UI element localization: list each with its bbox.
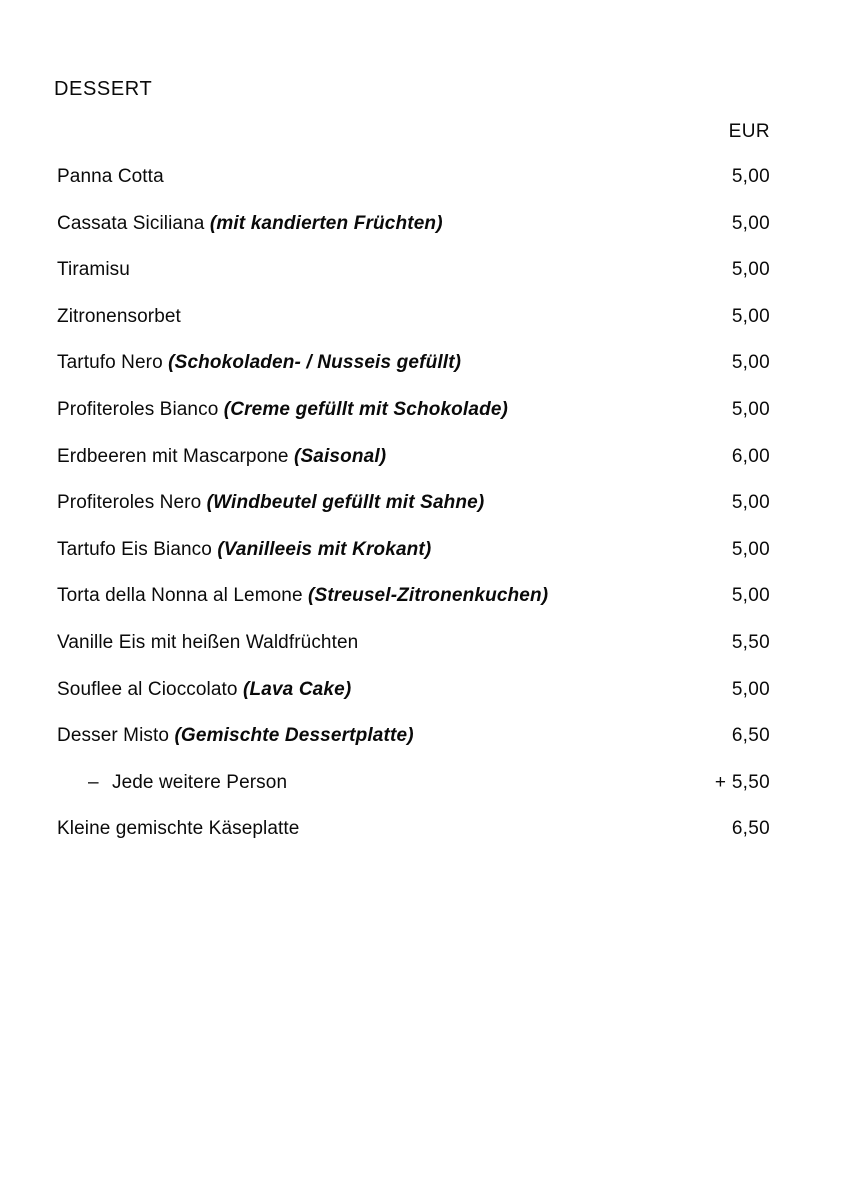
- menu-item-price: 5,00: [731, 212, 770, 234]
- currency-column-header: EUR: [728, 121, 770, 142]
- menu-item-row: [0, 723, 857, 770]
- menu-item-row: [0, 490, 857, 537]
- menu-item-label: Profiteroles Bianco: [57, 398, 219, 420]
- menu-item-label: Tartufo Nero: [57, 352, 163, 374]
- menu-item-row: [0, 257, 857, 304]
- menu-item-row: [0, 537, 857, 584]
- menu-item-name: [57, 397, 508, 423]
- menu-item-row: [0, 583, 857, 630]
- menu-item-list: [0, 164, 857, 863]
- menu-item-description: (mit kandierten Früchten): [209, 212, 443, 234]
- menu-item-description: (Saisonal): [293, 445, 387, 467]
- menu-item-name: [88, 770, 287, 796]
- menu-item-price: 5,00: [731, 398, 770, 420]
- menu-item-name: [57, 677, 351, 703]
- menu-item-label: Profiteroles Nero: [57, 492, 202, 514]
- menu-item-label: Torta della Nonna al Lemone: [57, 585, 303, 607]
- menu-item-label: Panna Cotta: [57, 166, 164, 187]
- menu-item-label: Cassata Siciliana: [57, 212, 205, 234]
- dash-bullet-icon: –: [88, 771, 99, 793]
- menu-item-price: 5,00: [731, 305, 770, 327]
- menu-item-row: [0, 677, 857, 724]
- menu-item-name: [57, 211, 443, 237]
- menu-item-row: [0, 211, 857, 258]
- menu-item-row: [0, 816, 857, 863]
- menu-item-price: 5,00: [731, 538, 770, 560]
- menu-item-description: (Windbeutel gefüllt mit Sahne): [206, 492, 485, 514]
- menu-item-label: Zitronensorbet: [57, 305, 181, 327]
- menu-item-price: 5,00: [731, 259, 770, 281]
- page-title: DESSERT: [54, 78, 153, 100]
- menu-item-description: (Creme gefüllt mit Schokolade): [223, 398, 509, 420]
- menu-item-row: [0, 630, 857, 677]
- menu-item-description: (Vanilleeis mit Krokant): [217, 538, 432, 560]
- menu-item-name: [57, 723, 414, 749]
- menu-item-label: Tartufo Eis Bianco: [57, 538, 212, 560]
- menu-item-name: [57, 257, 130, 283]
- menu-item-price: 5,00: [731, 492, 770, 514]
- menu-item-price: + 5,50: [714, 771, 770, 793]
- menu-item-row: [0, 444, 857, 491]
- menu-item-price: 5,00: [731, 678, 770, 700]
- menu-item-label: Erdbeeren mit Mascarpone: [57, 445, 289, 467]
- menu-item-name: [57, 537, 431, 563]
- menu-item-name: [57, 444, 386, 470]
- menu-item-label: Jede weitere Person: [112, 771, 288, 793]
- menu-item-name: [57, 490, 484, 516]
- menu-item-name: [57, 630, 358, 656]
- menu-item-description: (Lava Cake): [243, 678, 352, 700]
- menu-item-name: [57, 816, 299, 842]
- menu-item-price: 6,00: [731, 445, 770, 467]
- menu-item-price: 5,00: [731, 166, 770, 187]
- menu-item-name: [57, 304, 181, 330]
- menu-item-row: [0, 350, 857, 397]
- menu-item-name: [57, 583, 548, 609]
- menu-item-label: Tiramisu: [57, 259, 130, 281]
- menu-item-label: Vanille Eis mit heißen Waldfrüchten: [57, 631, 359, 653]
- menu-item-row: [0, 397, 857, 444]
- currency-header-row: [0, 120, 857, 144]
- menu-item-description: (Gemischte Dessertplatte): [174, 725, 414, 747]
- menu-item-description: (Schokoladen- / Nusseis gefüllt): [168, 352, 462, 374]
- menu-item-price: 6,50: [731, 725, 770, 747]
- menu-item-label: Souflee al Cioccolato: [57, 678, 238, 700]
- menu-item-price: 5,00: [731, 352, 770, 374]
- menu-item-name: [57, 350, 461, 376]
- menu-item-price: 5,00: [731, 585, 770, 607]
- menu-item-price: 5,50: [731, 631, 770, 653]
- menu-item-description: (Streusel-Zitronenkuchen): [308, 585, 549, 607]
- menu-sub-item-row: [0, 770, 857, 817]
- menu-item-row: [0, 304, 857, 351]
- menu-item-label: Kleine gemischte Käseplatte: [57, 818, 300, 840]
- menu-item-row: [0, 164, 857, 211]
- menu-item-price: 6,50: [731, 818, 770, 840]
- menu-item-label: Desser Misto: [57, 725, 170, 747]
- menu-item-name: [57, 164, 164, 190]
